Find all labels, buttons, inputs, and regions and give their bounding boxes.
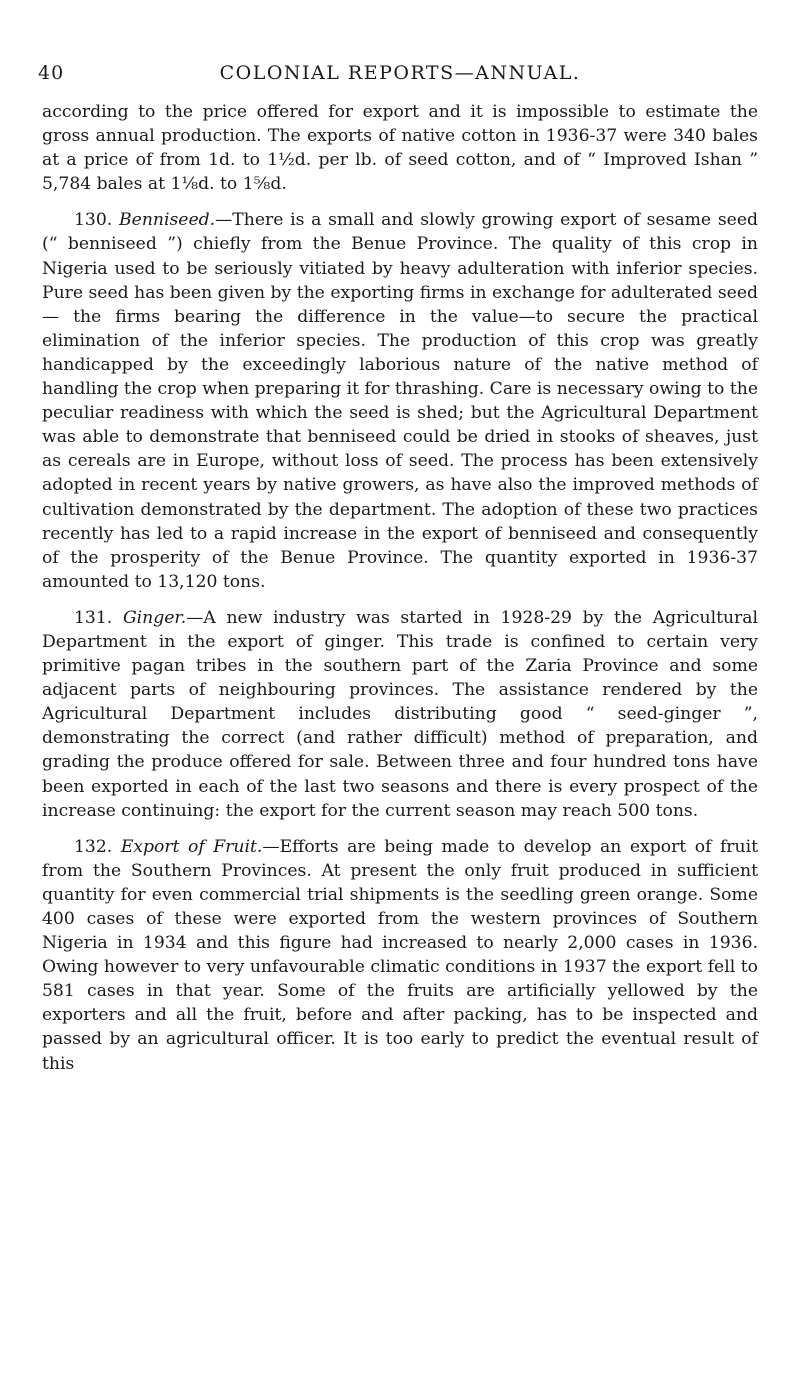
paragraph-132: [42, 835, 758, 1076]
paragraph-heading: Export of Fruit.: [120, 836, 263, 857]
header-title: COLONIAL REPORTS—ANNUAL.: [219, 62, 581, 84]
paragraph-text: —Efforts are being made to develop an export of fruit from the Southern Provinces. At present the only fruit produced in sufficient quantity for even commercial trial shipments is the seedling green orange. Some 400 cases of these were exported from the western provinces of Southern Nigeria in 1934 and this figure had increased to nearly 2,000 cases in 1936. Owing however to very unfavourable climatic conditions in 1937 the export fell to 581 cases in that year. Some of the fruits are artificially yellowed by the exporters and all the fruit, before and after packing, has to be inspected and passed by an agricultural officer. It is too early to predict the eventual result of this: [42, 836, 758, 1074]
body-text: [42, 100, 758, 1088]
running-header: [38, 62, 762, 92]
paragraph-130: [42, 208, 758, 594]
paragraph-continuation: [42, 100, 758, 196]
paragraph-text: according to the price offered for export and it is impossible to estimate the gross annual production. The exports of native cotton in 1936-37 were 340 bales at a price of from 1d. to 1½d. per lb. of seed cotton, and of “ Improved Ishan ” 5,784 bales at 1⅛d. to 1⅝d.: [42, 102, 758, 195]
paragraph-heading: Ginger.: [122, 607, 187, 628]
paragraph-heading: Benniseed.: [119, 210, 216, 231]
paragraph-number: 132.: [74, 836, 113, 857]
page-number: 40: [38, 62, 65, 84]
paragraph-number: 130.: [74, 210, 113, 231]
paragraph-text: —There is a small and slowly growing export of sesame seed (“ benniseed ”) chiefly from the Benue Province. The quality of this crop in Nigeria used to be seriously vitiated by heavy adulteration with inferior species. Pure seed has been given by the exporting firms in exchange for adulterated seed— the firms bearing the difference in the value—to secure the practical elimination of the inferior species. The production of this crop was greatly handicapped by the exceedingly laborious nature of the native method of handling the crop when preparing it for thrashing. Care is necessary owing to the peculiar readiness with which the seed is shed; but the Agricultural Department was able to demonstrate that benniseed could be dried in stooks of sheaves, just as cereals are in Europe, without loss of seed. The process has been extensively adopted in recent years by native growers, as have also the improved methods of cultivation demonstrated by the department. The adoption of these two practices recently has led to a rapid increase in the export of benniseed and consequently of the prosperity of the Benue Province. The quantity exported in 1936-37 amounted to 13,120 tons.: [42, 210, 758, 592]
paragraph-131: [42, 606, 758, 823]
paragraph-text: —A new industry was started in 1928-29 by the Agricultural Department in the export of ginger. This trade is confined to certain very primitive pagan tribes in the southern part of the Zaria Province and some adjacent parts of neighbouring provinces. The assistance rendered by the Agricultural Department includes distributing good “ seed-ginger ”, demonstrating the correct (and rather difficult) method of preparation, and grading the produce offered for sale. Between three and four hundred tons have been exported in each of the last two seasons and there is every prospect of the increase continuing: the export for the current season may reach 500 tons.: [42, 607, 759, 821]
paragraph-number: 131.: [74, 607, 113, 628]
